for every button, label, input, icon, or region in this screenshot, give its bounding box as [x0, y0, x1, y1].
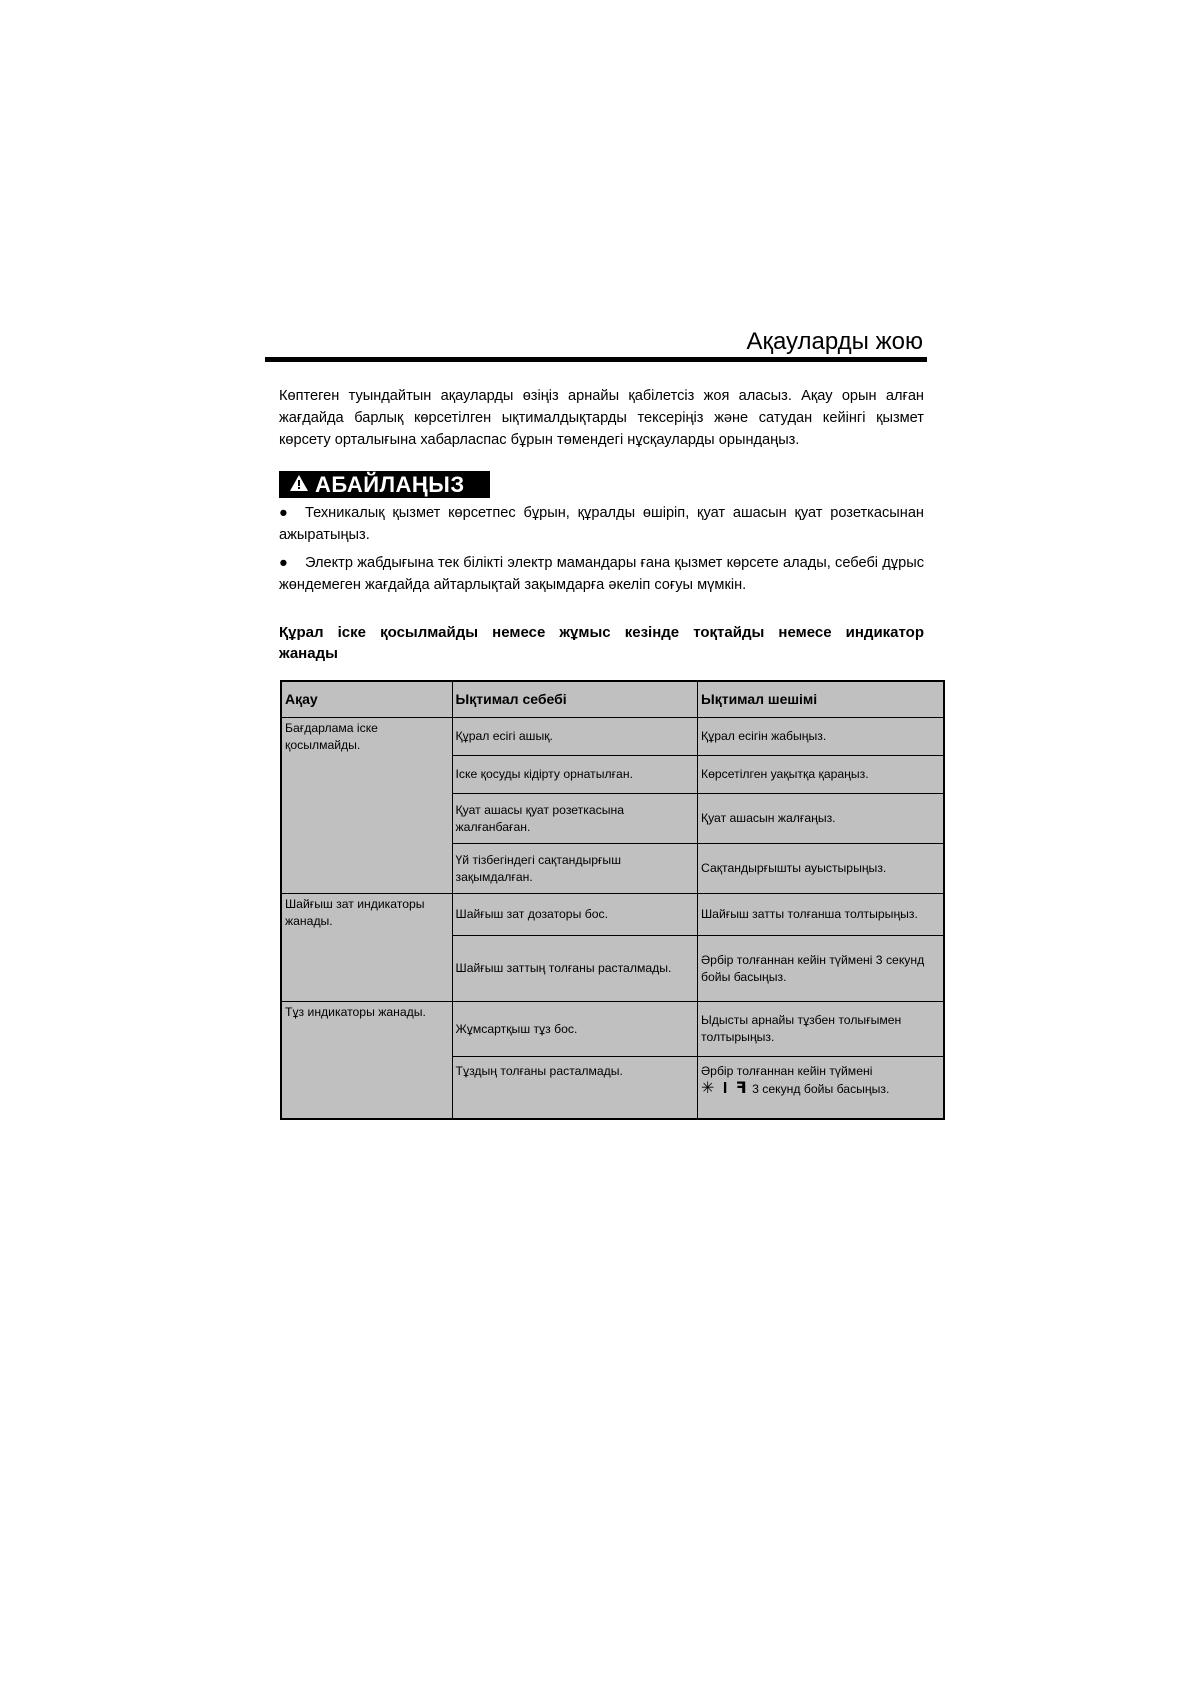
title-rule — [265, 357, 927, 362]
problem-cell: Шайғыш зат индикаторы жанады. — [281, 894, 452, 1002]
problem-cell: Тұз индикаторы жанады. — [281, 1002, 452, 1119]
solution-cell: Қуат ашасын жалғаңыз. — [698, 794, 945, 844]
solution-cell: Әрбір толғаннан кейін түймені 3 секунд бойы басыңыз. — [698, 936, 945, 1002]
solution-cell: Сақтандырғышты ауыстырыңыз. — [698, 844, 945, 894]
column-header-solution: Ықтимал шешімі — [698, 681, 945, 718]
page-title: Ақауларды жою — [746, 328, 923, 355]
cause-cell: Шайғыш зат дозаторы бос. — [452, 894, 697, 936]
table-row — [281, 894, 944, 936]
bullet-icon: ● — [279, 505, 288, 521]
solution-cell: Әрбір толғаннан кейін түймені ✳ I ꟻ 3 секунд бойы басыңыз. — [698, 1057, 945, 1119]
solution-cell: Шайғыш затты толғанша толтырыңыз. — [698, 894, 945, 936]
cause-cell: Жұмсартқыш тұз бос. — [452, 1002, 697, 1057]
warning-item: ● Электр жабдығына тек білікті электр мамандары ғана қызмет көрсете алады, себебі дұрыс жөндемеген жағдайда айтарлықтай зақымдарға әкеліп соғуы мүмкін. — [279, 552, 924, 596]
solution-cell: Көрсетілген уақытқа қараңыз. — [698, 756, 945, 794]
cause-cell: Тұздың толғаны расталмады. — [452, 1057, 697, 1119]
salt-button-symbol-icon: ✳ I ꟻ — [701, 1080, 749, 1097]
column-header-cause: Ықтимал себебі — [452, 681, 697, 718]
solution-cell: Ыдысты арнайы тұзбен толығымен толтырыңыз. — [698, 1002, 945, 1057]
problem-cell: Бағдарлама іске қосылмайды. — [281, 718, 452, 894]
warning-list — [279, 502, 924, 602]
table-header-row — [281, 681, 944, 718]
section-heading: Құрал іске қосылмайды немесе жұмыс кезінде тоқтайды немесе индикатор жанады — [279, 624, 924, 662]
warning-item: ● Техникалық қызмет көрсетпес бұрын, құралды өшіріп, қуат ашасын қуат розеткасынан ажыратыңыз. — [279, 502, 924, 546]
cause-cell: Шайғыш заттың толғаны расталмады. — [452, 936, 697, 1002]
warning-icon — [289, 472, 309, 498]
warning-text: АБАЙЛАҢЫЗ — [315, 471, 465, 497]
cause-cell: Құрал есігі ашық. — [452, 718, 697, 756]
cause-cell: Қуат ашасы қуат розеткасына жалғанбаған. — [452, 794, 697, 844]
solution-cell: Құрал есігін жабыңыз. — [698, 718, 945, 756]
cause-cell: Үй тізбегіндегі сақтандырғыш зақымдалған. — [452, 844, 697, 894]
column-header-problem: Ақау — [281, 681, 452, 718]
table-row — [281, 718, 944, 756]
troubleshooting-table — [280, 680, 945, 1120]
bullet-icon: ● — [279, 555, 288, 571]
warning-label — [279, 471, 490, 498]
intro-paragraph: Көптеген туындайтын ақауларды өзіңіз арнайы қабілетсіз жоя аласыз. Ақау орын алған жағдайда барлық көрсетілген ықтималдықтарды тексеріңіз және сатудан кейінгі қызмет көрсету орталығына хабарласпас бұрын төмендегі нұсқауларды орындаңыз. — [279, 388, 924, 448]
cause-cell: Іске қосуды кідірту орнатылған. — [452, 756, 697, 794]
table-row — [281, 1002, 944, 1057]
